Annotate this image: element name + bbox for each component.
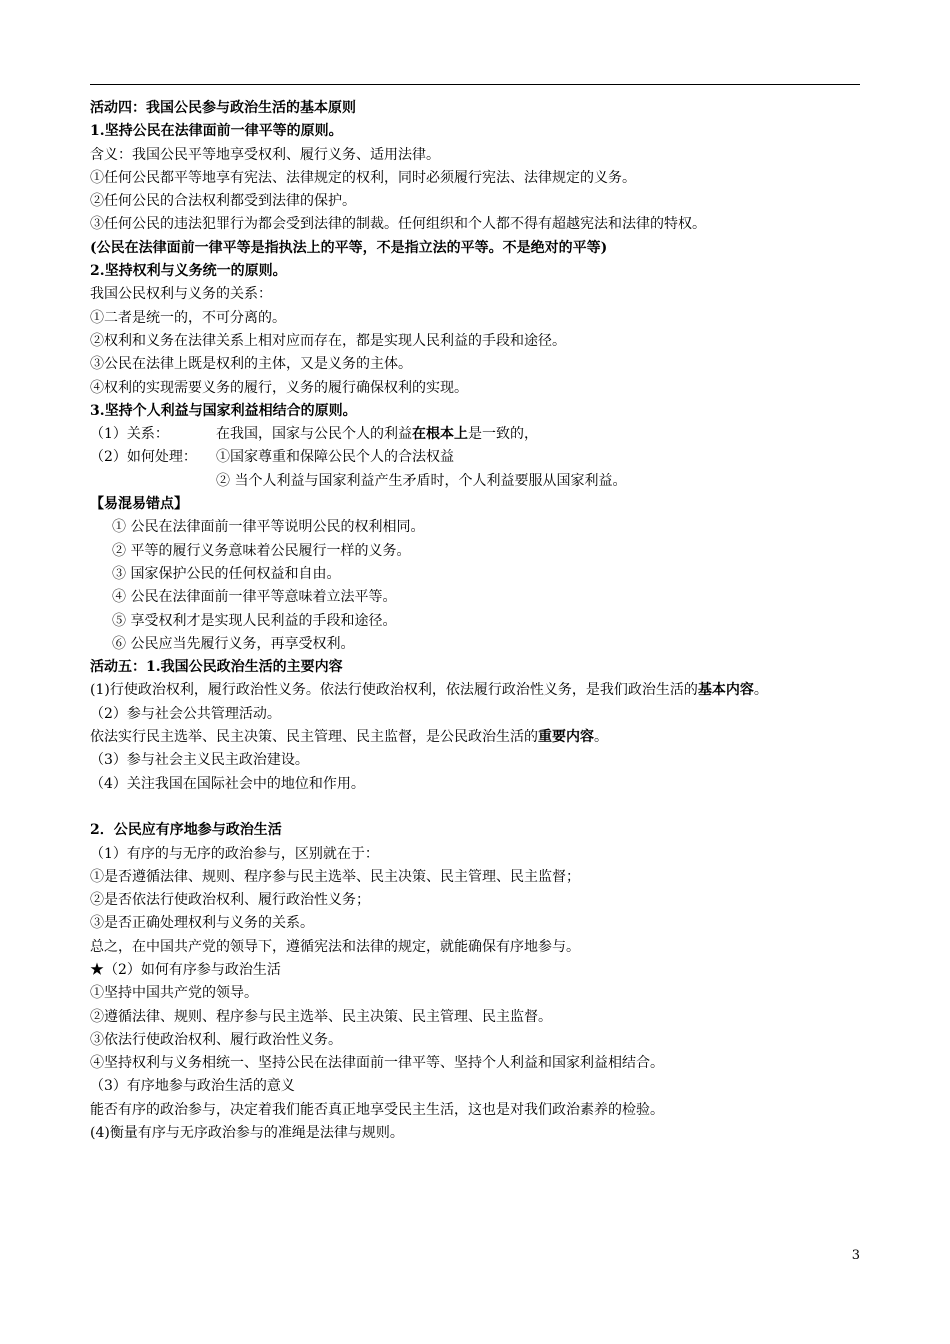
relation-text-pre: 在我国，国家与公民个人的利益 — [216, 426, 412, 443]
orderly-q2-item-4: ④坚持权利与义务相统一、坚持公民在法律面前一律平等、坚持个人利益和国家利益相结合。 — [90, 1055, 664, 1072]
handling-item-2: ② 当个人利益与国家利益产生矛盾时，个人利益要服从国家利益。 — [216, 472, 627, 489]
content-item-2: （2）参与社会公共管理活动。 — [90, 705, 281, 722]
principle2-item-1: ①二者是统一的，不可分离的。 — [90, 309, 286, 326]
principle3-handling — [90, 446, 860, 469]
orderly-q2-item-3: ③依法行使政治权利、履行政治性义务。 — [90, 1031, 342, 1048]
header-rule — [90, 84, 860, 85]
orderly-q3: （3）有序地参与政治生活的意义 — [90, 1078, 295, 1095]
orderly-heading: 2．公民应有序地参与政治生活 — [90, 822, 282, 839]
orderly-q1-item-2: ②是否依法行使政治权利、履行政治性义务； — [90, 892, 370, 909]
principle2-item-2: ②权利和义务在法律关系上相对应而存在，都是实现人民利益的手段和途径。 — [90, 332, 566, 349]
orderly-q2-item-2: ②遵循法律、规则、程序参与民主选举、民主决策、民主管理、民主监督。 — [90, 1008, 552, 1025]
principle2-intro: 我国公民权利与义务的关系： — [90, 286, 272, 303]
activity5-title: 活动五：1.我国公民政治生活的主要内容 — [90, 659, 343, 676]
content-item-3: （3）参与社会主义民主政治建设。 — [90, 752, 309, 769]
mistake-item-4: ④ 公民在法律面前一律平等意味着立法平等。 — [112, 589, 397, 606]
mistake-item-5: ⑤ 享受权利才是实现人民利益的手段和途径。 — [112, 612, 397, 629]
relation-text-bold: 在根本上 — [412, 426, 468, 443]
principle1-meaning: 含义：我国公民平等地享受权利、履行义务、适用法律。 — [90, 146, 440, 163]
page-number: 3 — [851, 1248, 860, 1263]
principle2-item-4: ④权利的实现需要义务的履行，义务的履行确保权利的实现。 — [90, 379, 468, 396]
mistake-item-3: ③ 国家保护公民的任何权益和自由。 — [112, 565, 341, 582]
orderly-q1-item-1: ①是否遵循法律、规则、程序参与民主选举、民主决策、民主管理、民主监督； — [90, 868, 580, 885]
page-content — [90, 97, 860, 1145]
mistake-item-1: ① 公民在法律面前一律平等说明公民的权利相同。 — [112, 519, 425, 536]
relation-label: （1）关系： — [90, 426, 169, 443]
content-item-2-detail-pre: 依法实行民主选举、民主决策、民主管理、民主监督，是公民政治生活的 — [90, 729, 538, 746]
orderly-q1-item-3: ③是否正确处理权利与义务的关系。 — [90, 915, 314, 932]
orderly-q4: (4)衡量有序与无序政治参与的准绳是法律与规则。 — [90, 1125, 404, 1142]
principle1-note: (公民在法律面前一律平等是指执法上的平等，不是指立法的平等。不是绝对的平等) — [90, 239, 608, 256]
orderly-summary: 总之，在中国共产党的领导下，遵循宪法和法律的规定，就能确保有序地参与。 — [90, 938, 580, 955]
principle2-item-3: ③公民在法律上既是权利的主体，又是义务的主体。 — [90, 356, 412, 373]
principle1-item-3: ③任何公民的违法犯罪行为都会受到法律的制裁。任何组织和个人都不得有超越宪法和法律的特权。 — [90, 216, 706, 233]
content-item-1-post: 。 — [753, 682, 768, 699]
mistakes-title: 【易混易错点】 — [90, 496, 188, 513]
orderly-q2: ★（2）如何有序参与政治生活 — [90, 961, 281, 978]
mistake-item-6: ⑥ 公民应当先履行义务，再享受权利。 — [112, 635, 355, 652]
spacer — [90, 796, 860, 819]
content-item-1 — [90, 679, 860, 702]
orderly-q1: （1）有序的与无序的政治参与，区别就在于： — [90, 845, 379, 862]
content-item-2-detail-bold: 重要内容 — [538, 729, 594, 746]
content-item-2-detail — [90, 726, 860, 749]
orderly-q2-item-1: ①坚持中国共产党的领导。 — [90, 985, 258, 1002]
orderly-q3-text: 能否有序的政治参与，决定着我们能否真正地享受民主生活，这也是对我们政治素养的检验。 — [90, 1101, 664, 1118]
principle1-heading: 1.坚持公民在法律面前一律平等的原则。 — [90, 123, 343, 140]
relation-text-post: 是一致的， — [468, 426, 538, 443]
principle3-relation — [90, 423, 860, 446]
mistake-item-2: ② 平等的履行义务意味着公民履行一样的义务。 — [112, 542, 411, 559]
principle2-heading: 2.坚持权利与义务统一的原则。 — [90, 263, 287, 280]
content-item-1-bold: 基本内容 — [697, 682, 754, 699]
handling-label: （2）如何处理： — [90, 449, 197, 466]
content-item-1-pre: (1)行使政治权利，履行政治性义务。依法行使政治权利，依法履行政治性义务，是我们政治生活的 — [90, 682, 698, 699]
content-item-4: （4）关注我国在国际社会中的地位和作用。 — [90, 775, 365, 792]
principle1-item-1: ①任何公民都平等地享有宪法、法律规定的权利，同时必须履行宪法、法律规定的义务。 — [90, 169, 636, 186]
content-item-2-detail-post: 。 — [594, 729, 608, 746]
activity4-title: 活动四：我国公民参与政治生活的基本原则 — [90, 100, 356, 116]
handling-item-1: ①国家尊重和保障公民个人的合法权益 — [216, 449, 454, 466]
principle1-item-2: ②任何公民的合法权利都受到法律的保护。 — [90, 193, 356, 210]
principle3-heading: 3.坚持个人利益与国家利益相结合的原则。 — [90, 402, 357, 419]
